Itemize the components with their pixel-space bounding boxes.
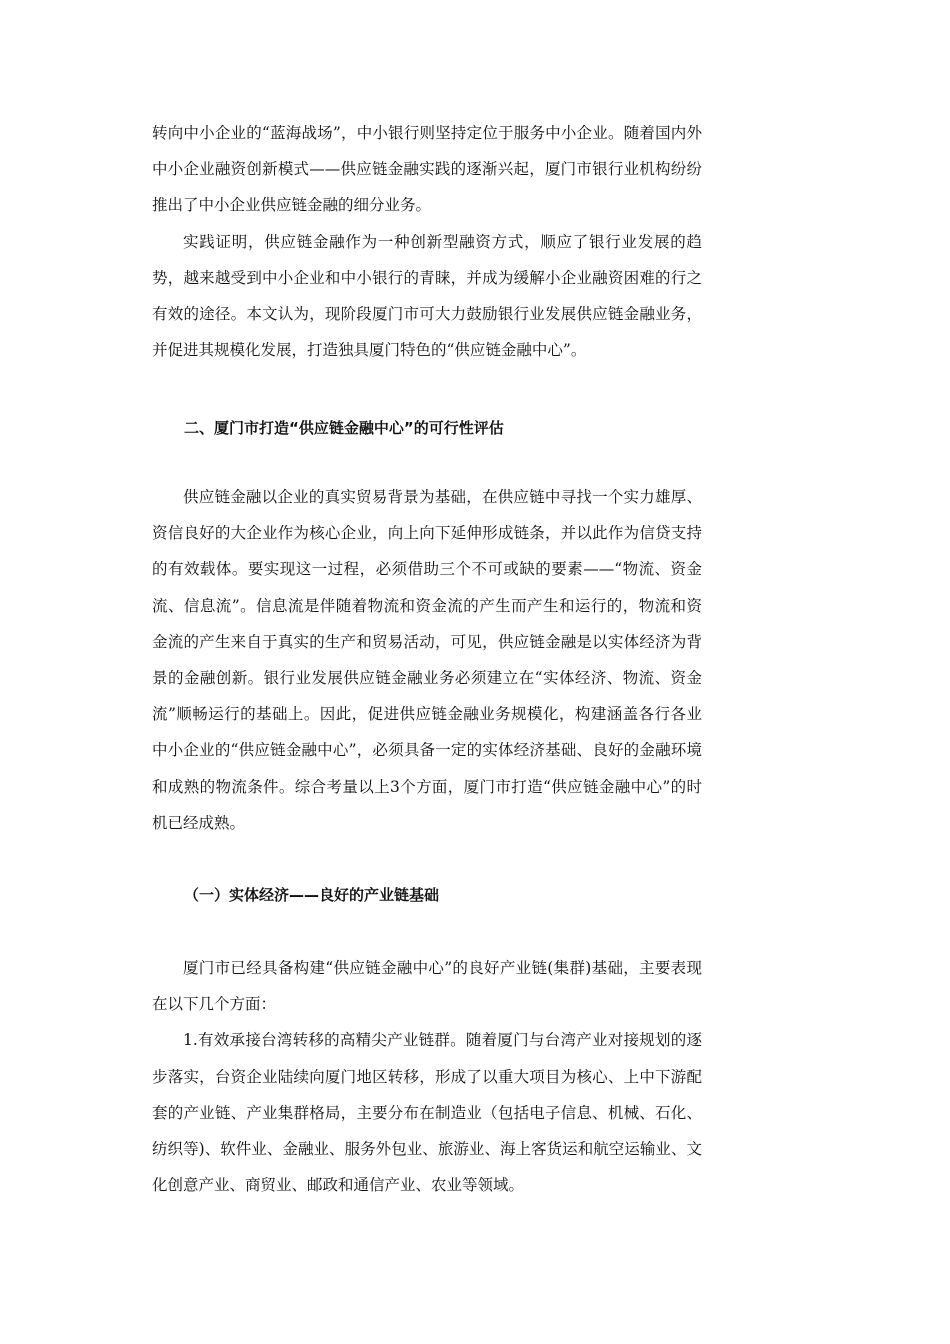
section-heading-feasibility: 二、厦门市打造“供应链金融中心”的可行性评估 xyxy=(184,419,504,437)
intro-text-block xyxy=(152,115,702,368)
paragraph-practice-proof: 实践证明，供应链金融作为一种创新型融资方式，顺应了银行业发展的趋势，越来越受到中小企业和中小银行的青睐，并成为缓解小企业融资困难的行之有效的途径。本文认为，现阶段厦门市可大力鼓励银行业发展供应链金融业务，并促进其规模化发展，打造独具厦门特色的“供应链金融中心”。 xyxy=(152,232,702,360)
paragraph-intro-continued: 转向中小企业的“蓝海战场”，中小银行则坚持定位于服务中小企业。随着国内外中小企业融资创新模式——供应链金融实践的逐渐兴起，厦门市银行业机构纷纷推出了中小企业供应链金融的细分业务。 xyxy=(152,124,702,215)
subsection-1-text-block xyxy=(152,950,702,1203)
paragraph-industry-chain-basis: 厦门市已经具备构建“供应链金融中心”的良好产业链(集群)基础，主要表现在以下几个方面： xyxy=(152,959,702,1014)
paragraph-supply-chain-finance: 供应链金融以企业的真实贸易背景为基础，在供应链中寻找一个实力雄厚、资信良好的大企业作为核心企业，向上向下延伸形成链条，并以此作为信贷支持的有效载体。要实现这一过程，必须借助三个不可或缺的要素——“物流、资金流、信息流”。信息流是伴随着物流和资金流的产生而产生和运行的，物流和资金流的产生来自于真实的生产和贸易活动，可见，供应链金融是以实体经济为背景的金融创新。银行业发展供应链金融业务必须建立在“实体经济、物流、资金流”顺畅运行的基础上。因此，促进供应链金融业务规模化，构建涵盖各行各业中小企业的“供应链金融中心”，必须具备一定的实体经济基础、良好的金融环境和成熟的物流条件。综合考量以上3个方面，厦门市打造“供应链金融中心”的时机已经成熟。 xyxy=(152,488,702,832)
section-2-text-block xyxy=(152,479,702,841)
subsection-heading-real-economy: （一）实体经济——良好的产业链基础 xyxy=(184,886,440,904)
paragraph-taiwan-industry-transfer: 1.有效承接台湾转移的高精尖产业链群。随着厦门与台湾产业对接规划的逐步落实，台资企业陆续向厦门地区转移，形成了以重大项目为核心、上中下游配套的产业链、产业集群格局，主要分布在制造业（包括电子信息、机械、石化、纺织等)、软件业、金融业、服务外包业、旅游业、海上客货运和航空运输业、文化创意产业、商贸业、邮政和通信产业、农业等领域。 xyxy=(152,1031,702,1195)
